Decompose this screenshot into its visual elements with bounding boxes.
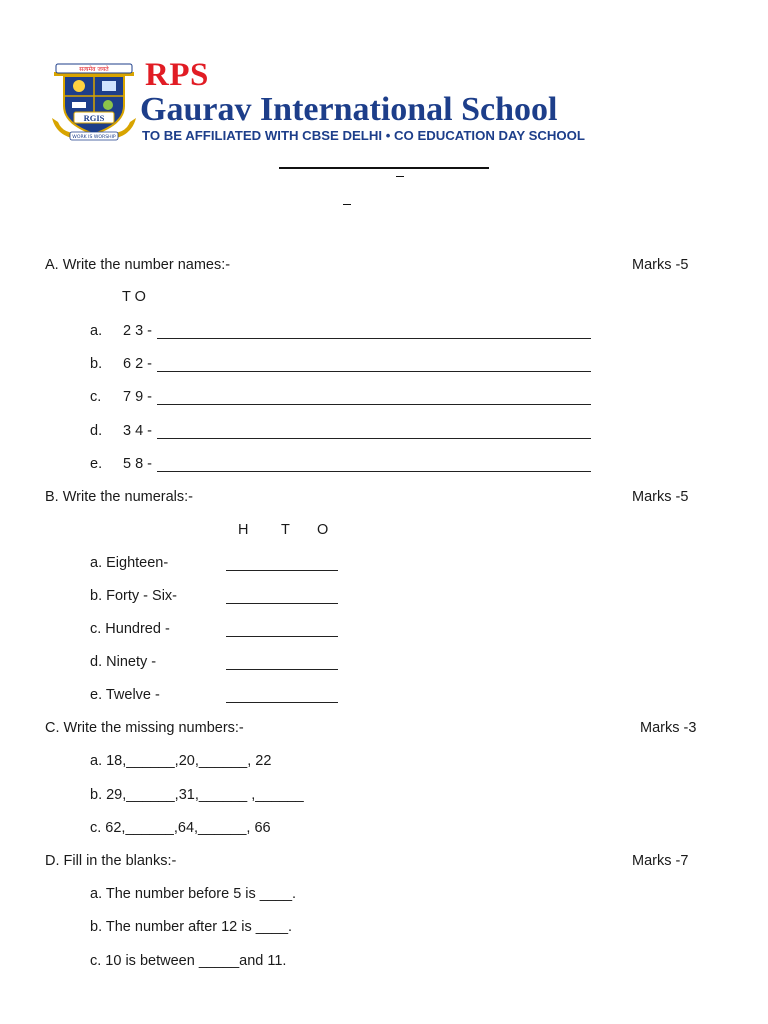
section-a-item-value: 5 8 -	[123, 456, 153, 472]
section-c-title: C. Write the missing numbers:-	[45, 720, 244, 736]
answer-line[interactable]	[157, 403, 591, 405]
section-a-item-value: 6 2 -	[123, 356, 153, 372]
section-b-item: a. Eighteen-	[90, 555, 169, 571]
section-b-marks: Marks -5	[632, 489, 689, 505]
school-tagline: TO BE AFFILIATED WITH CBSE DELHI • CO EDUCATION DAY SCHOOL	[142, 128, 585, 143]
brand-short-name: RPS	[145, 57, 209, 93]
crest-initials: RGIS	[83, 113, 105, 123]
crest-top-text: सत्यमेव जयते	[79, 66, 109, 73]
section-a-item-label: e.	[90, 456, 103, 472]
section-c-item: c. 62,______,64,______, 66	[90, 820, 271, 836]
section-a-item-value: 3 4 -	[123, 423, 153, 439]
answer-line[interactable]	[157, 337, 591, 339]
answer-line[interactable]	[226, 602, 338, 604]
header-dash	[396, 176, 404, 177]
section-b-title: B. Write the numerals:-	[45, 489, 194, 505]
crest-motto: WORK IS WORSHIP	[72, 135, 116, 140]
section-c-item: a. 18,______,20,______, 22	[90, 753, 272, 769]
section-b-item: d. Ninety -	[90, 654, 157, 670]
column-tens: T	[281, 522, 290, 538]
answer-line[interactable]	[226, 701, 338, 703]
section-b-item: e. Twelve -	[90, 687, 160, 703]
answer-line[interactable]	[157, 470, 591, 472]
header-dash	[343, 204, 351, 205]
section-d-item: c. 10 is between _____and 11.	[90, 953, 287, 969]
section-d-title: D. Fill in the blanks:-	[45, 853, 177, 869]
section-b-item: b. Forty - Six-	[90, 588, 178, 604]
column-ones: O	[317, 522, 329, 538]
section-d-item: a. The number before 5 is ____.	[90, 886, 297, 902]
section-a-item-value: 7 9 -	[123, 389, 153, 405]
answer-line[interactable]	[157, 437, 591, 439]
section-c-item: b. 29,______,31,______ ,______	[90, 787, 304, 803]
section-a-item-label: b.	[90, 356, 103, 372]
section-a-item-label: a.	[90, 323, 103, 339]
answer-line[interactable]	[226, 668, 338, 670]
section-d-item: b. The number after 12 is ____.	[90, 919, 293, 935]
section-a-marks: Marks -5	[632, 257, 689, 273]
answer-line[interactable]	[157, 370, 591, 372]
section-d-marks: Marks -7	[632, 853, 689, 869]
section-a-item-value: 2 3 -	[123, 323, 153, 339]
section-a-item-label: c.	[90, 389, 102, 405]
answer-line[interactable]	[226, 569, 338, 571]
section-b-item: c. Hundred -	[90, 621, 170, 637]
answer-line[interactable]	[226, 635, 338, 637]
school-name: Gaurav International School	[140, 91, 558, 128]
column-hundreds: H	[238, 522, 249, 538]
school-crest-logo	[50, 62, 138, 142]
header-underline	[279, 167, 489, 169]
section-a-columns: T O	[122, 289, 146, 305]
section-c-marks: Marks -3	[640, 720, 697, 736]
section-a-title: A. Write the number names:-	[45, 257, 231, 273]
section-a-item-label: d.	[90, 423, 103, 439]
